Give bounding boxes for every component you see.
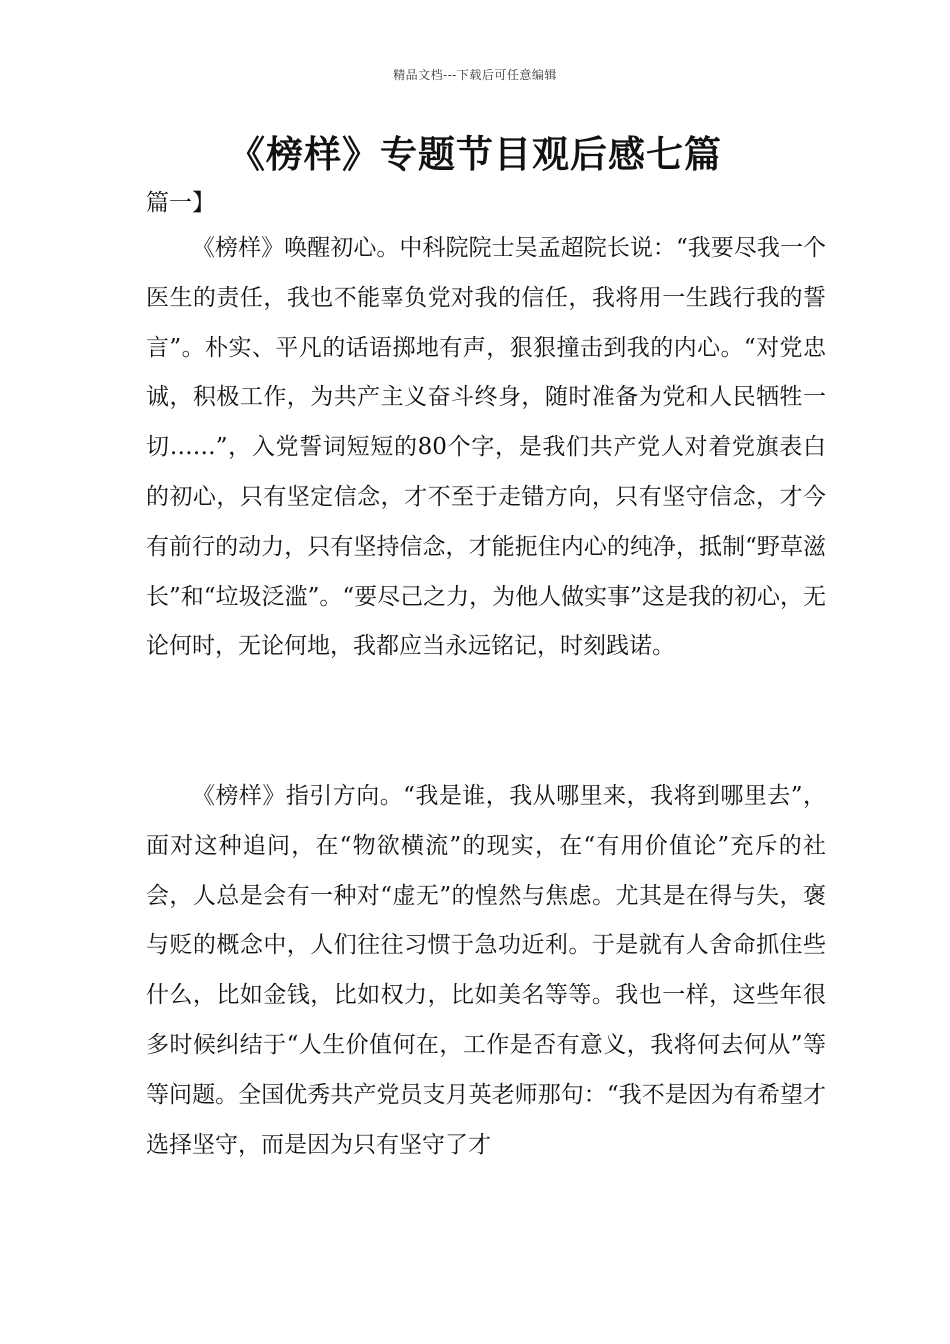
paragraph-2: 《榜样》指引方向。“我是谁，我从哪里来，我将到哪里去”，面对这种追问，在“物欲横流”的现实，在“有用价值论”充斥的社会，人总是会有一种对“虚无”的惶然与焦虑。尤其是在得与失，褒与贬的概念中，人们往往习惯于急功近利。于是就有人舍命抓住些什么，比如金钱，比如权力，比如美名等等。我也一样，这些年很多时候纠结于“人生价值何在，工作是否有意义，我将何去何从”等等问题。全国优秀共产党员支月英老师那句：“我不是因为有希望才选择坚守，而是因为只有坚守了才 — [146, 783, 826, 1158]
document-title: 《榜样》专题节目观后感七篇 — [228, 133, 722, 176]
paragraph-1: 《榜样》唤醒初心。中科院院士吴孟超院长说：“我要尽我一个医生的责任，我也不能辜负党对我的信任，我将用一生践行我的誓言”。朴实、平凡的话语掷地有声，狠狠撞击到我的内心。“对党忠诚，积极工作，为共产主义奋斗终身，随时准备为党和人民牺牲一切……”，入党誓词短短的80个字，是我们共产党人对着党旗表白的初心，只有坚定信念，才不至于走错方向，只有坚守信念，才今有前行的动力，只有坚持信念，才能扼住内心的纯净，抵制“野草滋长”和“垃圾泛滥”。“要尽己之力，为他人做实事”这是我的初心，无论何时，无论何地，我都应当永远铭记，时刻践诺。 — [146, 235, 826, 660]
page-header: 精品文档---下载后可任意编辑 — [393, 68, 557, 82]
section-label: 篇一】 — [146, 190, 215, 216]
